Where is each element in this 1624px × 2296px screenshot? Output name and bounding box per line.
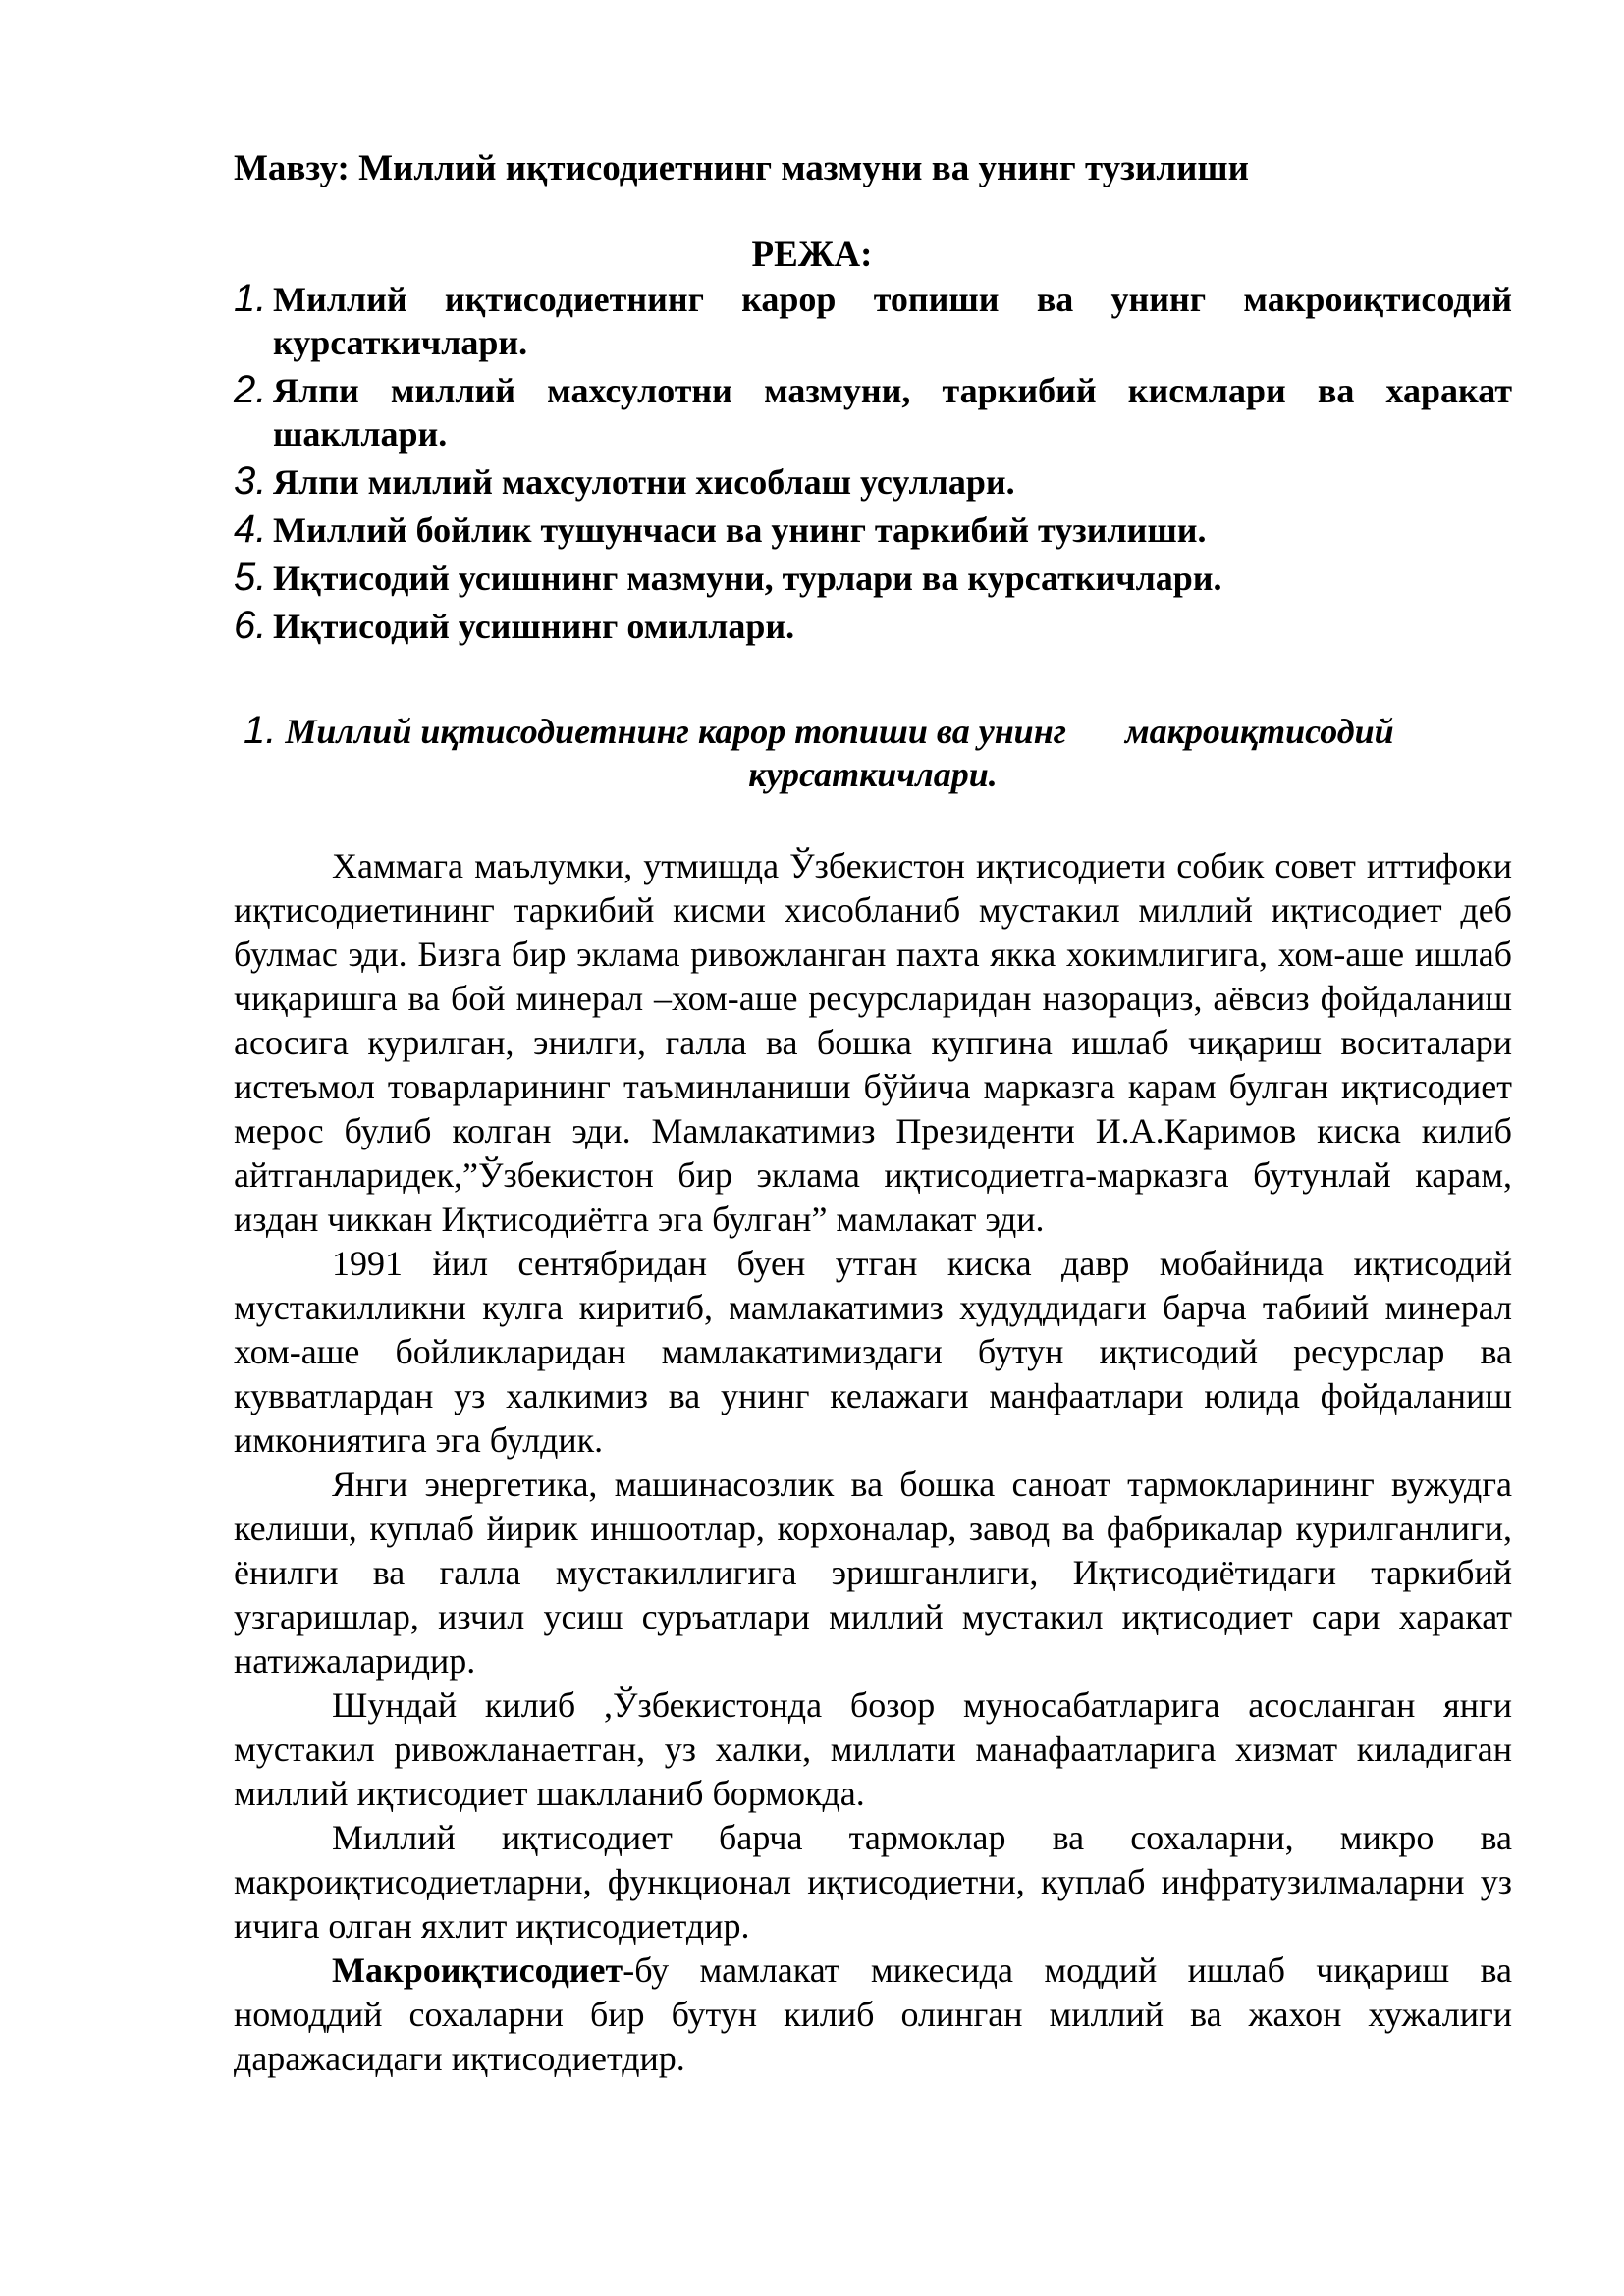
plan-item-number: 6. bbox=[234, 604, 267, 647]
section-heading-text-end: макроиқтисодий bbox=[1124, 712, 1394, 751]
plan-item-text: Ялпи миллий махсулотни мазмуни, таркибий кисмлари ва харакат шакллари. bbox=[273, 371, 1512, 454]
body-text bbox=[234, 844, 1512, 2081]
definition-text: -бу мамлакат микесида моддий ишлаб чиқариш ва номоддий сохаларни бир бутун килиб олинган миллий ва жахон хужалиги даражасидаги иқтисодиетдир. bbox=[234, 1950, 1512, 2078]
plan-item-number: 3. bbox=[234, 459, 267, 503]
plan-heading: РЕЖА: bbox=[751, 235, 873, 275]
plan-item bbox=[234, 369, 1512, 455]
section-heading-text: Миллий иқтисодиетнинг карор топиши ва унинг bbox=[285, 712, 1066, 751]
plan-list bbox=[234, 278, 1512, 653]
plan-item-text: Ялпи миллий махсулотни хисоблаш усуллари. bbox=[273, 462, 1015, 502]
plan-item-number: 4. bbox=[234, 507, 267, 551]
plan-item-text: Миллий иқтисодиетнинг карор топиши ва унинг макроиқтисодий курсаткичлари. bbox=[273, 280, 1512, 362]
plan-item-number: 5. bbox=[234, 556, 267, 599]
section-heading bbox=[234, 709, 1512, 796]
paragraph: 1991 йил сентябридан буен утган киска давр мобайнида иқтисодий мустакилликни кулга киритиб, мамлакатимиз худуддидаги барча табиий минерал хом-аше бойликларидан мамлакатимиздаги бутун иқтисодий ресурслар ва кувватлардан уз халкимиз ва унинг келажаги манфаатлари юлида фойдаланиш имкониятига эга булдик. bbox=[234, 1244, 1512, 1460]
section-number: 1. bbox=[244, 709, 277, 752]
paragraph: Янги энергетика, машинасозлик ва бошка саноат тармокларининг вужудга келиши, куплаб йирик иншоотлар, корхоналар, завод ва фабрикалар курилганлиги, ёнилги ва галла мустакиллигига эришганлиги, Иқтисодиётидаги таркибий узгаришлар, изчил усиш суръатлари миллий мустакил иқтисодиет сари харакат натижаларидир. bbox=[234, 1465, 1512, 1681]
paragraph: Миллий иқтисодиет барча тармоклар ва сохаларни, микро ва макроиқтисодиетларни, функционал иқтисодиетни, куплаб инфратузилмаларни уз ичига олган яхлит иқтисодиетдир. bbox=[234, 1818, 1512, 1946]
plan-item bbox=[234, 460, 1512, 504]
defined-term: Макроиқтисодиет bbox=[332, 1950, 623, 1990]
section-heading-line2: курсаткичлари. bbox=[748, 755, 998, 794]
paragraph: Хаммага маълумки, утмишда Ўзбекистон иқтисодиети собик совет иттифоки иқтисодиетининг таркибий кисми хисобланиб мустакил миллий иқтисодиет деб булмас эди. Бизга бир эклама ривожланган пахта якка хокимлигига, хом-аше ишлаб чиқаришга ва бой минерал –хом-аше ресурсларидан назорациз, аёвсиз фойдаланиш асосига курилган, энилги, галла ва бошка купгина ишлаб чиқариш воситалари истеъмол товарларининг таъминланиши бўйича марказга карам булган иқтисодиет мерос булиб колган эди. Мамлакатимиз Президенти И.А.Каримов киска килиб айтганларидек,”Ўзбекистон бир эклама иқтисодиетга-марказга бутунлай карам, издан чиккан Иқтисодиётга эга булган” мамлакат эди. bbox=[234, 846, 1512, 1239]
plan-item-number: 2. bbox=[234, 368, 267, 411]
paragraph: Шундай килиб ,Ўзбекистонда бозор муносабатларига асосланган янги мустакил ривожланаетган, уз халки, миллати манафаатларига хизмат киладиган миллий иқтисодиет шаклланиб бормокда. bbox=[234, 1685, 1512, 1813]
plan-item bbox=[234, 278, 1512, 364]
plan-item bbox=[234, 557, 1512, 600]
plan-item bbox=[234, 605, 1512, 648]
paragraph-definition bbox=[234, 1949, 1512, 2081]
plan-item-text: Миллий бойлик тушунчаси ва унинг таркибий тузилиши. bbox=[273, 510, 1207, 550]
plan-item-number: 1. bbox=[234, 277, 267, 320]
document-title: Мавзу: Миллий иқтисодиетнинг мазмуни ва унинг тузилиши bbox=[234, 148, 1249, 188]
section-heading-line1 bbox=[234, 709, 1512, 753]
plan-item bbox=[234, 508, 1512, 552]
plan-item-text: Иқтисодий усишнинг омиллари. bbox=[273, 607, 795, 646]
plan-item-text: Иқтисодий усишнинг мазмуни, турлари ва курсаткичлари. bbox=[273, 559, 1222, 598]
